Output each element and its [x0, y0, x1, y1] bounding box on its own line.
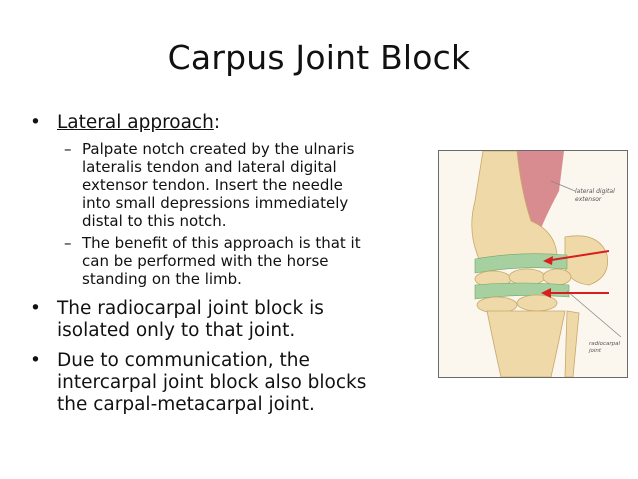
subitem-line: can be performed with the horse [82, 252, 329, 270]
carpal-bone [509, 269, 545, 285]
carpal-row-distal [475, 283, 569, 299]
bullet-radiocarpal [30, 298, 430, 342]
bullet-lateral-approach [30, 112, 430, 134]
bullet-line: The radiocarpal joint block is [57, 298, 324, 319]
subitem-line: The benefit of this approach is that it [82, 234, 361, 252]
subitem-dash: – [64, 234, 72, 252]
carpal-bone [543, 269, 571, 285]
bullet-dot: • [30, 350, 41, 371]
subitem-line: into small depressions immediately [82, 194, 349, 212]
subitem-line: lateralis tendon and lateral digital [82, 158, 337, 176]
subitem-line: distal to this notch. [82, 212, 227, 230]
carpus-anatomy-illustration [438, 150, 628, 378]
subitem-dash: – [64, 140, 72, 158]
bullet-dot: • [30, 112, 41, 133]
label-extensor-line1: lateral digital [575, 188, 615, 195]
bullet-dot: • [30, 298, 41, 319]
subitem-line: extensor tendon. Insert the needle [82, 176, 343, 194]
metacarpal-bone [487, 311, 565, 377]
bullet-intercarpal [30, 350, 430, 416]
bullet-heading: Lateral approach [57, 112, 214, 133]
bullet-heading-colon: : [213, 112, 221, 133]
bullet-line: the carpal-metacarpal joint. [57, 394, 315, 415]
bullet-line: isolated only to that joint. [57, 320, 296, 341]
accessory-carpal-bone [565, 236, 608, 285]
slide-title: Carpus Joint Block [167, 38, 471, 77]
bullet-line: Due to communication, the [57, 350, 310, 371]
subitem-benefit [30, 234, 430, 288]
bullet-line: intercarpal joint block also blocks [57, 372, 367, 393]
label-extensor-line2: extensor [575, 196, 602, 203]
carpus-anatomy-svg [439, 151, 627, 377]
bullet-list [30, 112, 430, 416]
label-radiocarpal-line1: radiocarpal [589, 341, 621, 347]
splint-bone [565, 311, 579, 377]
subitem-line: Palpate notch created by the ulnaris [82, 140, 355, 158]
subitem-line: standing on the limb. [82, 270, 242, 288]
label-radiocarpal-line2: joint [589, 348, 602, 354]
subitem-palpate-notch [30, 140, 430, 230]
